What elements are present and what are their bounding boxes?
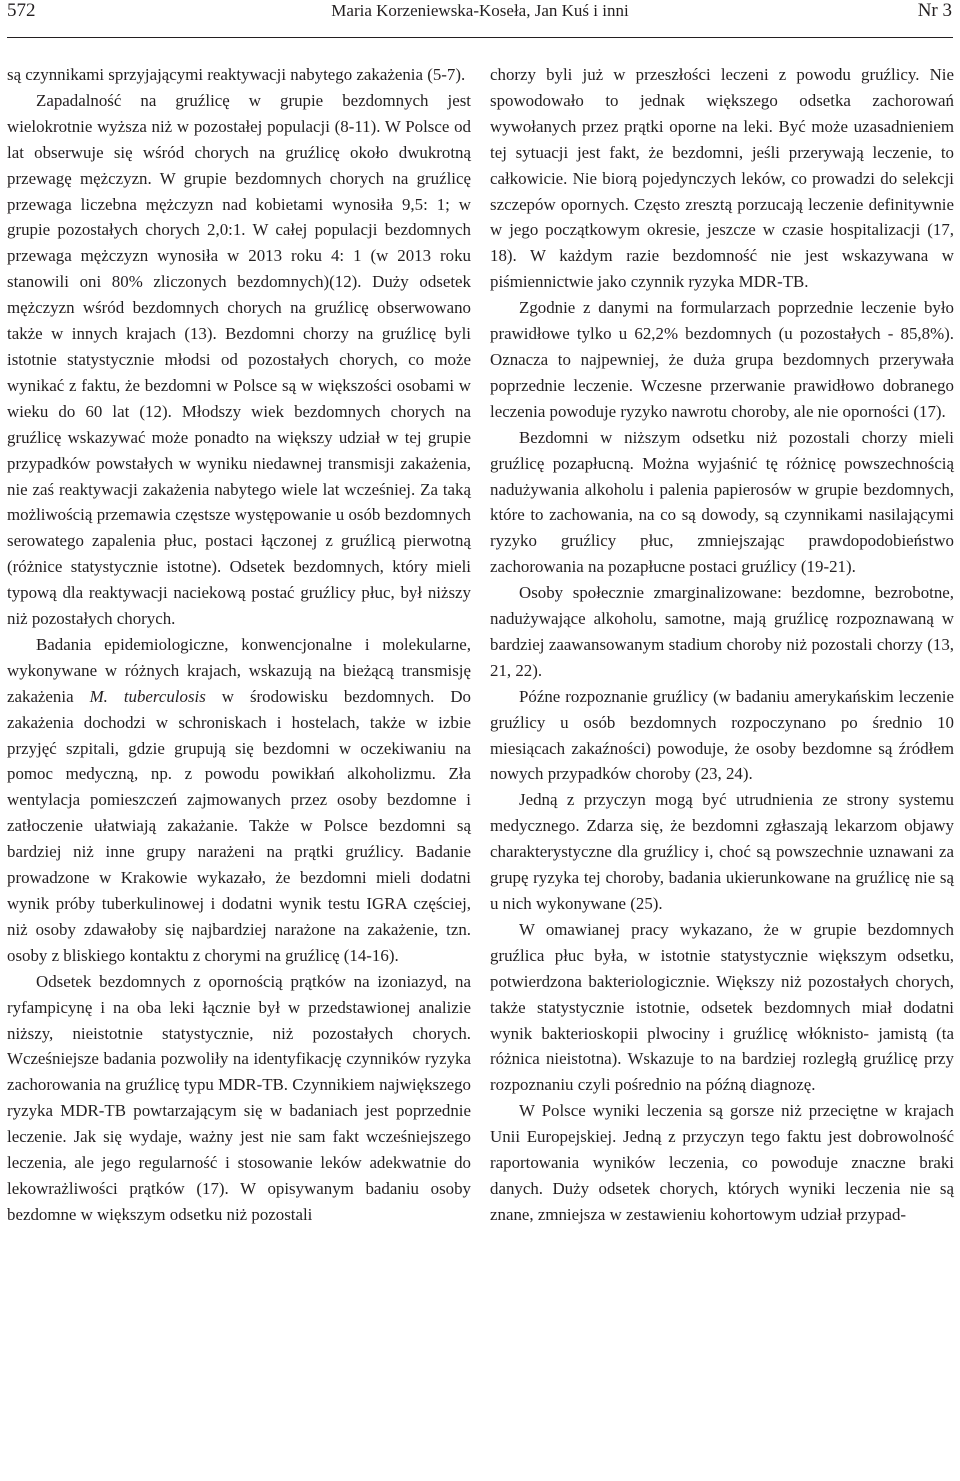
paragraph: Zapadalność na gruźlicę w grupie bezdomnych jest wielokrotnie wyższa niż w pozostałej populacji (8-11). W Polsce od lat obserwuje się wśród chorych na gruźlicę około dwukrotną przewagę mężczyzn. W grupie bezdomnych chorych na gruźlicę przewaga liczebna mężczyzn nad kobietami wynosiła 9,5: 1; w grupie pozostałych chorych 2,0:1. W całej populacji bezdomnych przewaga mężczyzn wynosiła w 2013 roku 4: 1 (w 2013 roku stanowili oni 80% zliczonych bezdomnych)(12). Duży odsetek mężczyzn wśród bezdomnych chorych na gruźlicę obserwowano także w innych krajach (13). Bezdomni chorzy na gruźlicę byli istotnie statystycznie młodsi od pozostałych chorych, co może wynikać z faktu, że bezdomni w Polsce są w większości osobami w wieku do 60 lat (12). Młodszy wiek bezdomnych chorych na gruźlicę wskazywać może ponadto na większy udział w tej grupie przypadków powstałych w wyniku niedawnej transmisji zakażenia, nie zaś reaktywacji zakażenia nabytego wiele lat wcześniej. Za taką możliwością przemawia częstsze występowanie u osób bezdomnych serowatego zapalenia płuc, postaci łączonej z gruźlicą pierwotną (różnice statystycznie istotne). Odsetek bezdomnych, który mieli typową dla reaktywacji naciekową postać gruźlicy płuc, był niższy niż pozostałych chorych. (7, 90, 471, 629)
paragraph: Zgodnie z danymi na formularzach poprzednie leczenie było prawidłowe tylko u 62,2% bezdomnych (u pozostałych - 85,8%). Oznacza to najpewniej, że duża grupa bezdomnych przerywała poprzednie leczenie. Wczesne przerwanie prawidłowo dobranego leczenia powoduje ryzyko nawrotu choroby, ale nie oporności (17). (490, 298, 954, 421)
paragraph: Późne rozpoznanie gruźlicy (w badaniu amerykańskim leczenie gruźlicy u osób bezdomnych rozpoczynano po średnio 10 miesiącach zakaźności) powoduje, że osoby bezdomne są źródłem nowych przypadków choroby (23, 24). (490, 686, 954, 784)
issue-number: Nr 3 (917, 0, 952, 21)
paragraph: Odsetek bezdomnych z opornością prątków na izoniazyd, na ryfampicynę i na oba leki łącznie był w przedstawionej analizie niższy, nieistotnie statystycznie, niż pozostałych chorych. Wcześniejsze badania pozwoliły na identyfikację czynników ryzyka zachorowania na gruźlicę typu MDR-TB. Czynnikiem największego ryzyka MDR-TB powtarzającym się w badaniach jest poprzednie leczenie. Jak się wydaje, ważny jest nie sam fakt wcześniejszego leczenia, ale jego regularność i stosowanie leków adekwatnie do lekowrażliwości prątków (17). W opisywanym badaniu osoby bezdomne w większym odsetku niż pozostali (7, 971, 471, 1224)
running-header (0, 0, 960, 34)
header-rule (7, 37, 953, 38)
page-number: 572 (7, 0, 36, 21)
paragraph: W Polsce wyniki leczenia są gorsze niż przeciętne w krajach Unii Europejskiej. Jedną z przyczyn tego faktu jest dobrowolność raportowania wyników leczenia, co powoduje znaczne braki danych. Duży odsetek chorych, których wyniki leczenia nie są znane, zmniejsza w zestawieniu kohortowym udział przypad- (490, 1101, 954, 1224)
paragraph: Bezdomni w niższym odsetku niż pozostali chorzy mieli gruźlicę pozapłucną. Można wyjaśnić tę różnicę powszechnością nadużywania alkoholu i palenia papierosów w grupie bezdomnych, które to zachowania, na co są dowody, są czynnikami nasilającymi ryzyko gruźlicy płuc, zmniejszając prawdopodobieństwo zachorowania na pozapłucne postaci gruźlicy (19-21). (490, 427, 954, 577)
paragraph-text: Badania epidemiologiczne, konwencjonalne i molekularne, wykonywane w różnych krajach, wskazują na bieżącą transmisję zakażenia (7, 634, 471, 706)
paragraph: W omawianej pracy wykazano, że w grupie bezdomnych gruźlica płuc była, w istotnie statystycznie większym odsetku, potwierdzona bakteriologicznie. Większy niż pozostałych chorych, także statystycznie istotnie, odsetek bezdomnych miał dodatni wynik bakterioskopii plwociny i gruźlicę włóknisto- jamistą (ta różnica nieistotna). Wskazuje to na bardziej rozległą gruźlicę przy rozpoznaniu czyli pośrednio na późną diagnozę. (490, 919, 954, 1095)
paragraph-text: w środowisku bezdomnych. Do zakażenia dochodzi w schroniskach i hostelach, także w izbie przyjęć szpitali, gdzie grupują się bezdomni w oczekiwaniu na pomoc medyczną, np. z powodu powikłań alkoholizmu. Zła wentylacja pomieszczeń zajmowanych przez osoby bezdomne i zatłoczenie ułatwiają zakażanie. Także w Polsce bezdomni są bardziej niż inne grupy narażeni na prątki gruźlicy. Badanie prowadzone w Krakowie wykazało, że bezdomni mieli dodatni wynik próby tuberkulinowej i dodatni wynik testu IGRA częściej, niż osoby zdawałoby się najbardziej narażone na zakażenie, tzn. osoby z bliskiego kontaktu z chorymi na gruźlicę (14-16). (7, 686, 471, 965)
paragraph (7, 632, 471, 969)
paragraph: chorzy byli już w przeszłości leczeni z powodu gruźlicy. Nie spowodowało to jednak większego odsetka zachorowań wywołanych przez prątki oporne na leki. Być może uzasadnieniem tej sytuacji jest fakt, że bezdomni, jeśli przerywają leczenie, to całkowicie. Nie biorą pojedynczych leków, co prowadzi do selekcji szczepów opornych. Często zresztą porzucają leczenie definitywnie w jego początkowym okresie, jeszcze w czasie hospitalizacji (17, 18). W każdym razie bezdomność nie jest wskazywana w piśmiennictwie jako czynnik ryzyka MDR-TB. (490, 65, 954, 292)
left-column (7, 62, 471, 1228)
running-header-authors: Maria Korzeniewska-Koseła, Jan Kuś i inni (331, 1, 629, 20)
paragraph: Osoby społecznie zmarginalizowane: bezdomne, bezrobotne, nadużywające alkoholu, samotne, mają gruźlicę rozpoznawaną w bardziej zaawansowanym stadium choroby niż pozostali chorzy (13, 21, 22). (490, 583, 954, 680)
species-name: M. tuberculosis (89, 686, 206, 706)
right-column (490, 62, 954, 1228)
paragraph: Jedną z przyczyn mogą być utrudnienia ze strony systemu medycznego. Zdarza się, że bezdomni zgłaszają lekarzom objawy charakterystyczne dla gruźlicy i, choć są powszechnie uznawani za grupę ryzyka tej choroby, badania ukierunkowane na gruźlicę nie są u nich wykonywane (25). (490, 790, 954, 913)
paragraph: są czynnikami sprzyjającymi reaktywacji nabytego zakażenia (5-7). (7, 65, 466, 84)
